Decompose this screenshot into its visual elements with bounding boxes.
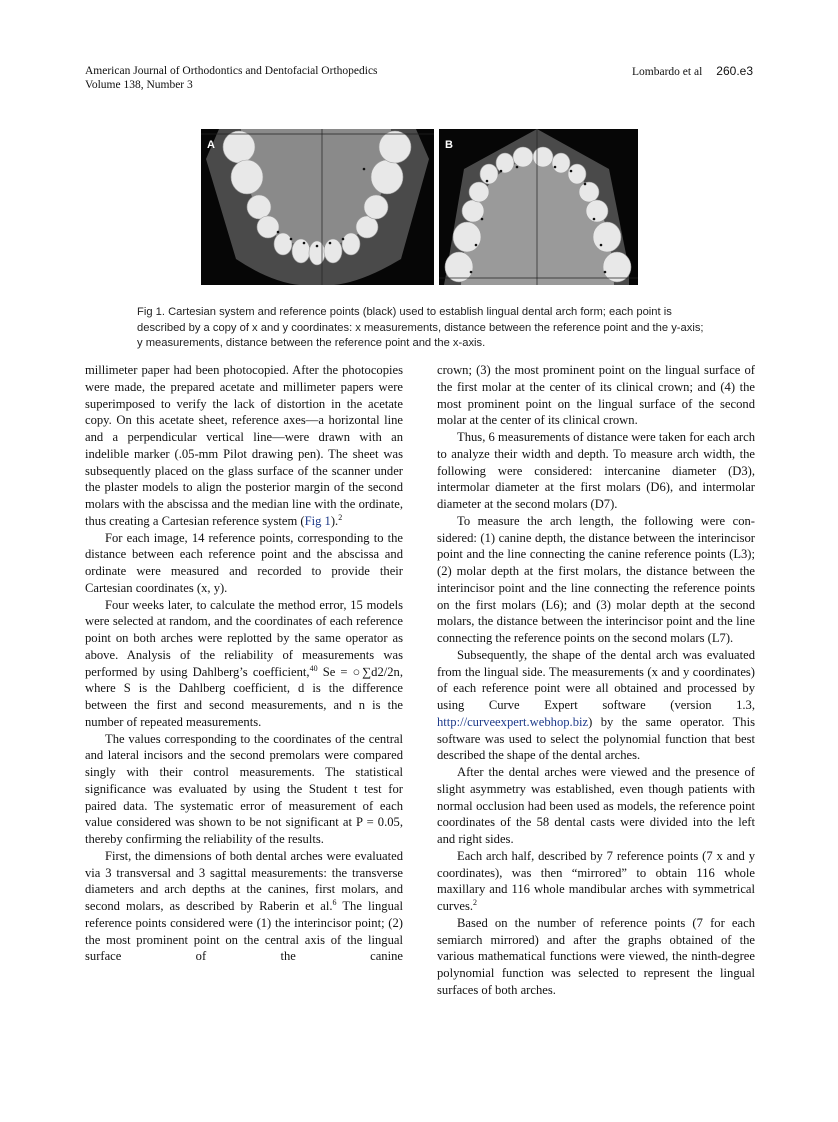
figure-caption [137,305,707,352]
body-paragraph [437,362,755,429]
paragraph-text: The values corresponding to the coordinates of the central and lateral incisors and the second premolars were compared singly with their control measurements. The statistical significance was evaluated by using the Student t test for paired data. The systematic error of measurement of each value considered was shown to be not significant at P = 0.05, thereby confirming the reliability of the results. [85,731,403,846]
paragraph-text: millimeter paper had been photocopied. After the photocopies were made, the prepared acetate and millimeter papers were superimposed to verify the lack of distortion in the acetate copy. On this acetate sheet, reference axes—a horizontal line and a perpendicular vertical line—were drawn with an indelible marker (.05-mm Pilot drawing pen). The sheet was subsequently placed on the glass surface of the scanner under the plaster models to align the posterior margin of the second molars with the abscissa and the median line with the ordinate, thus creating a Cartesian reference system ( [85,363,403,528]
body-paragraph [85,731,403,848]
inline-link[interactable]: Fig 1 [304,513,331,528]
paragraph-text: Four weeks later, to calculate the method error, 15 models were selected at random, and the coordinates of each reference point on both arches were replotted by the same operator as above. Analysis of the reliability of measurements was performed by using Dahlberg’s coefficient, [85,597,403,679]
body-paragraph [85,530,403,597]
body-paragraph [437,764,755,848]
body-paragraph [85,597,403,731]
citation-superscript[interactable]: 40 [309,663,318,673]
right-column [437,362,755,999]
paragraph-text: Based on the number of reference points (7 for each semiarch mirrored) and after the graphs obtained of the various mathematical functions were viewed, the ninth-degree polynomial function was selected to represent the lingual surfaces of both arches. [437,915,755,997]
paragraph-text: The lingual reference points considered were (1) the interincisor point; (2) the most prominent point on the central axis of the lingual surface of the canine [85,899,403,964]
paragraph-text: ). [330,513,339,528]
citation-superscript[interactable]: 2 [338,512,343,522]
body-paragraph [85,362,403,530]
citation-superscript[interactable]: 2 [473,898,478,907]
paragraph-text: crown; (3) the most prominent point on the lingual surface of the first molar at the center of its clinical crown; and (4) the most prominent point on the lingual surface of the second molar at the center of its clinical crown. [437,363,755,428]
paragraph-text: ) by the same operator. This software was used to select the polynomial function that best described the shape of the dental arches. [437,714,755,763]
caption-label: Fig 1. [137,306,165,318]
panel-a-label: A [207,139,215,151]
left-column [85,362,403,965]
caption-text: Cartesian system and reference points (black) used to establish lingual dental arch form; each point is described by a copy of x and y coordinates: x measurements, distance between the reference point and the y-axis; y measurements, distance between the reference point and the x-axis. [137,306,704,349]
citation-superscript[interactable]: 6 [332,898,337,907]
body-paragraph [437,915,755,999]
paragraph-text: Se = ○∑d2/2n, where S is the Dahlberg coefficient, d is the difference between the first and second measurements, and n is the number of repeated measurements. [85,664,403,729]
journal-title: American Journal of Orthodontics and Dentofacial Orthopedics [85,65,378,77]
paragraph-text: Subsequently, the shape of the dental arch was evaluated from the lingual side. The measurements (x and y coordinates) of each reference point were all obtained and processed by using Curve Expert software (version 1.3, [437,647,755,712]
inline-link[interactable]: http://curveexpert.webhop.biz [437,714,589,729]
panel-b-label: B [445,139,453,151]
paragraph-text: Thus, 6 measurements of distance were taken for each arch to analyze their width and depth. To measure arch width, the following were considered: intercanine diameter (D3), intermolar diameter at the first molars (D6), and intermolar diameter at the second molars (D7). [437,430,755,511]
paragraph-text: Each arch half, described by 7 reference points (7 x and y coordinates), was then “mirrored” to obtain 116 whole maxillary and 116 whole mandibular arches with symmetrical curves. [437,848,755,913]
paragraph-text: After the dental arches were viewed and the presence of slight asymmetry was established, even though patients with normal occlusion had been used as models, the reference point coordinates of the 58 dental casts were divided into the left and right sides. [437,765,755,846]
maxillary-arch-image [439,129,638,285]
body-paragraph [437,429,755,513]
body-paragraph [85,848,403,965]
mandibular-arch-image [201,129,434,285]
figure-panel-b [439,129,638,285]
body-paragraph [437,513,755,647]
paragraph-text: To measure the arch length, the following were considered: (1) canine depth, the distance between the interincisor point and the line connecting the canine reference points (L3); (2) molar depth at the first molars, the distance between the interincisor point and the line connecting the reference points on the first molars (L6); and (3) molar depth at the second molars, the distance between the interincisor point and the line connecting the reference points on the second molars (L7). [437,513,755,645]
paragraph-text: For each image, 14 reference points, corresponding to the distance between each reference point and the abscissa and ordinate were measured and recorded to provide their Cartesian coordinates (x, y). [85,530,403,595]
body-paragraph [437,848,755,915]
running-header-left [85,64,378,92]
body-paragraph [437,647,755,764]
page-number: 260.e3 [716,64,753,78]
running-header-right [632,64,753,79]
paragraph-text: First, the dimensions of both dental arches were evaluated via 3 transversal and 3 sagittal measurements: the transverse diameters and arch depths at the canines, first molars, and second molars, as described by Raberin et al. [85,848,403,913]
running-authors: Lombardo et al [632,66,703,78]
journal-volume: Volume 138, Number 3 [85,79,193,91]
figure-panel-a [201,129,434,285]
